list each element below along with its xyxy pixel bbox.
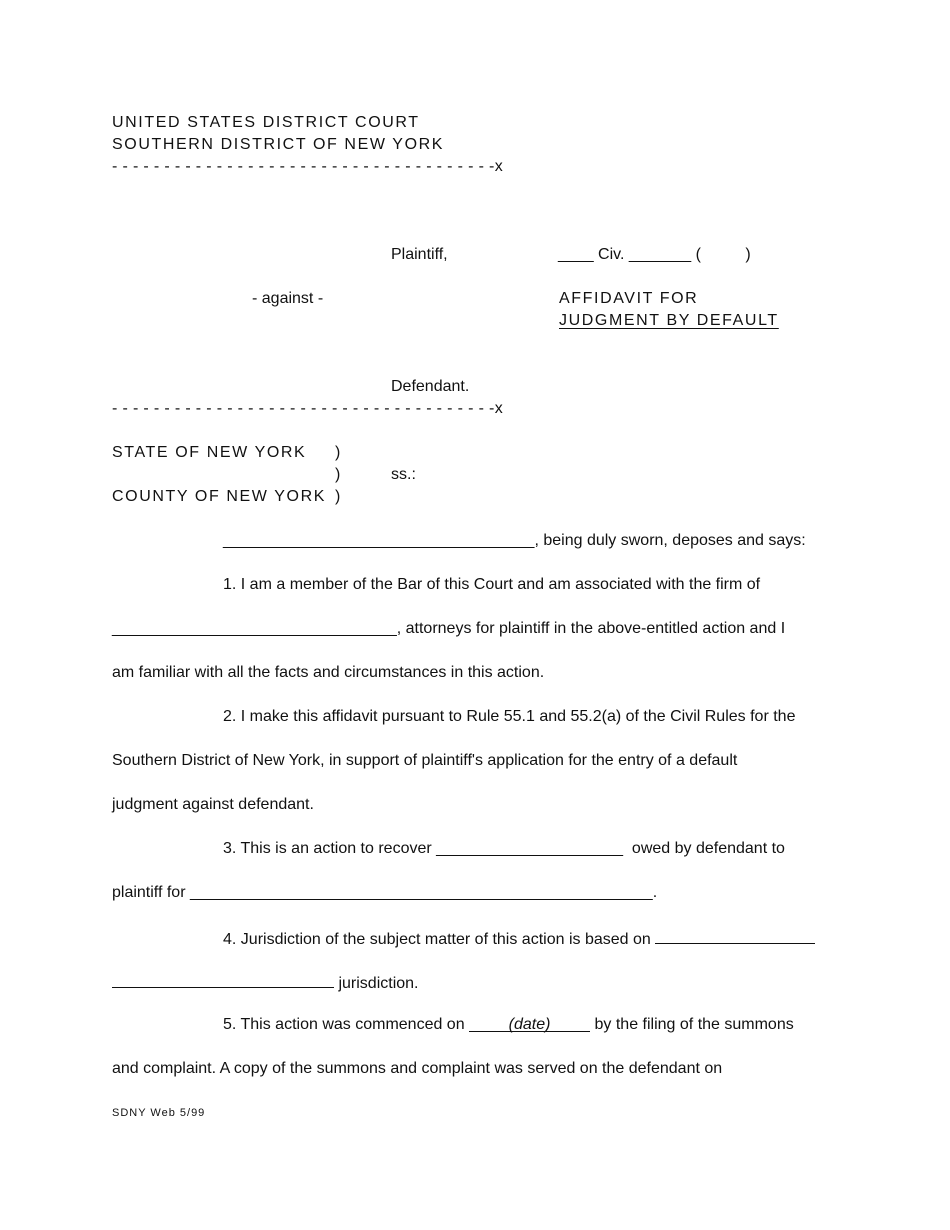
paragraph-2-line-1: 2. I make this affidavit pursuant to Rule 55.1 and 55.2(a) of the Civil Rules for the <box>223 708 796 725</box>
paragraph-4-line-2: jurisdiction. <box>112 971 418 994</box>
sworn-statement: ___________________________________, being duly sworn, deposes and says: <box>223 532 806 549</box>
form-identifier: SDNY Web 5/99 <box>112 1107 206 1119</box>
venue-paren: ) <box>335 466 341 483</box>
venue-paren: ) <box>335 444 341 461</box>
paragraph-2-line-2: Southern District of New York, in support of plaintiff's application for the entry of a default <box>112 752 738 769</box>
claim-description-blank[interactable]: ____________________________________________________. <box>189 884 658 901</box>
paragraph-5-line-2: and complaint. A copy of the summons and complaint was served on the defendant on <box>112 1060 723 1077</box>
venue-county: COUNTY OF NEW YORK <box>112 488 327 505</box>
paragraph-3-line-2: plaintiff for ____________________________________________________. <box>112 884 658 901</box>
caption-divider-bottom: - - - - - - - - - - - - - - - - - - - - - - - - - - - - - - - - - - - - -x <box>112 400 504 417</box>
amount-blank[interactable]: _____________________ <box>436 840 624 857</box>
court-name-line1: UNITED STATES DISTRICT COURT <box>112 114 420 131</box>
paragraph-3-line-1: 3. This is an action to recover _____________________ owed by defendant to <box>223 840 785 857</box>
document-title-line2: JUDGMENT BY DEFAULT <box>559 312 779 329</box>
paragraph-2-line-3: judgment against defendant. <box>112 796 314 813</box>
venue-ss: ss.: <box>391 466 416 483</box>
paragraph-4-line-1: 4. Jurisdiction of the subject matter of this action is based on <box>223 927 815 950</box>
paragraph-1-line-2: ________________________________, attorneys for plaintiff in the above-entitled action and I <box>112 620 786 637</box>
plaintiff-label: Plaintiff, <box>391 246 448 263</box>
date-placeholder: (date) <box>508 1016 551 1033</box>
paragraph-1-line-3: am familiar with all the facts and circumstances in this action. <box>112 664 545 681</box>
court-name-line2: SOUTHERN DISTRICT OF NEW YORK <box>112 136 445 153</box>
commencement-date-blank[interactable] <box>469 1015 590 1032</box>
jurisdiction-blank-2[interactable] <box>112 971 334 988</box>
against-label: - against - <box>252 290 324 307</box>
firm-name-blank[interactable]: ________________________________ <box>112 620 397 637</box>
document-title-line1: AFFIDAVIT FOR <box>559 290 699 307</box>
case-number-field: ____ Civ. _______ ( ) <box>558 246 751 263</box>
paragraph-5-line-1: 5. This action was commenced on (date) by the filing of the summons <box>223 1016 794 1033</box>
defendant-label: Defendant. <box>391 378 470 395</box>
jurisdiction-blank-1[interactable] <box>655 927 815 944</box>
caption-divider-top: - - - - - - - - - - - - - - - - - - - - - - - - - - - - - - - - - - - - -x <box>112 158 504 175</box>
paragraph-1-line-1: 1. I am a member of the Bar of this Court and am associated with the firm of <box>223 576 761 593</box>
venue-paren: ) <box>335 488 341 505</box>
affiant-name-blank[interactable]: ___________________________________ <box>223 532 535 549</box>
venue-state: STATE OF NEW YORK <box>112 444 307 461</box>
